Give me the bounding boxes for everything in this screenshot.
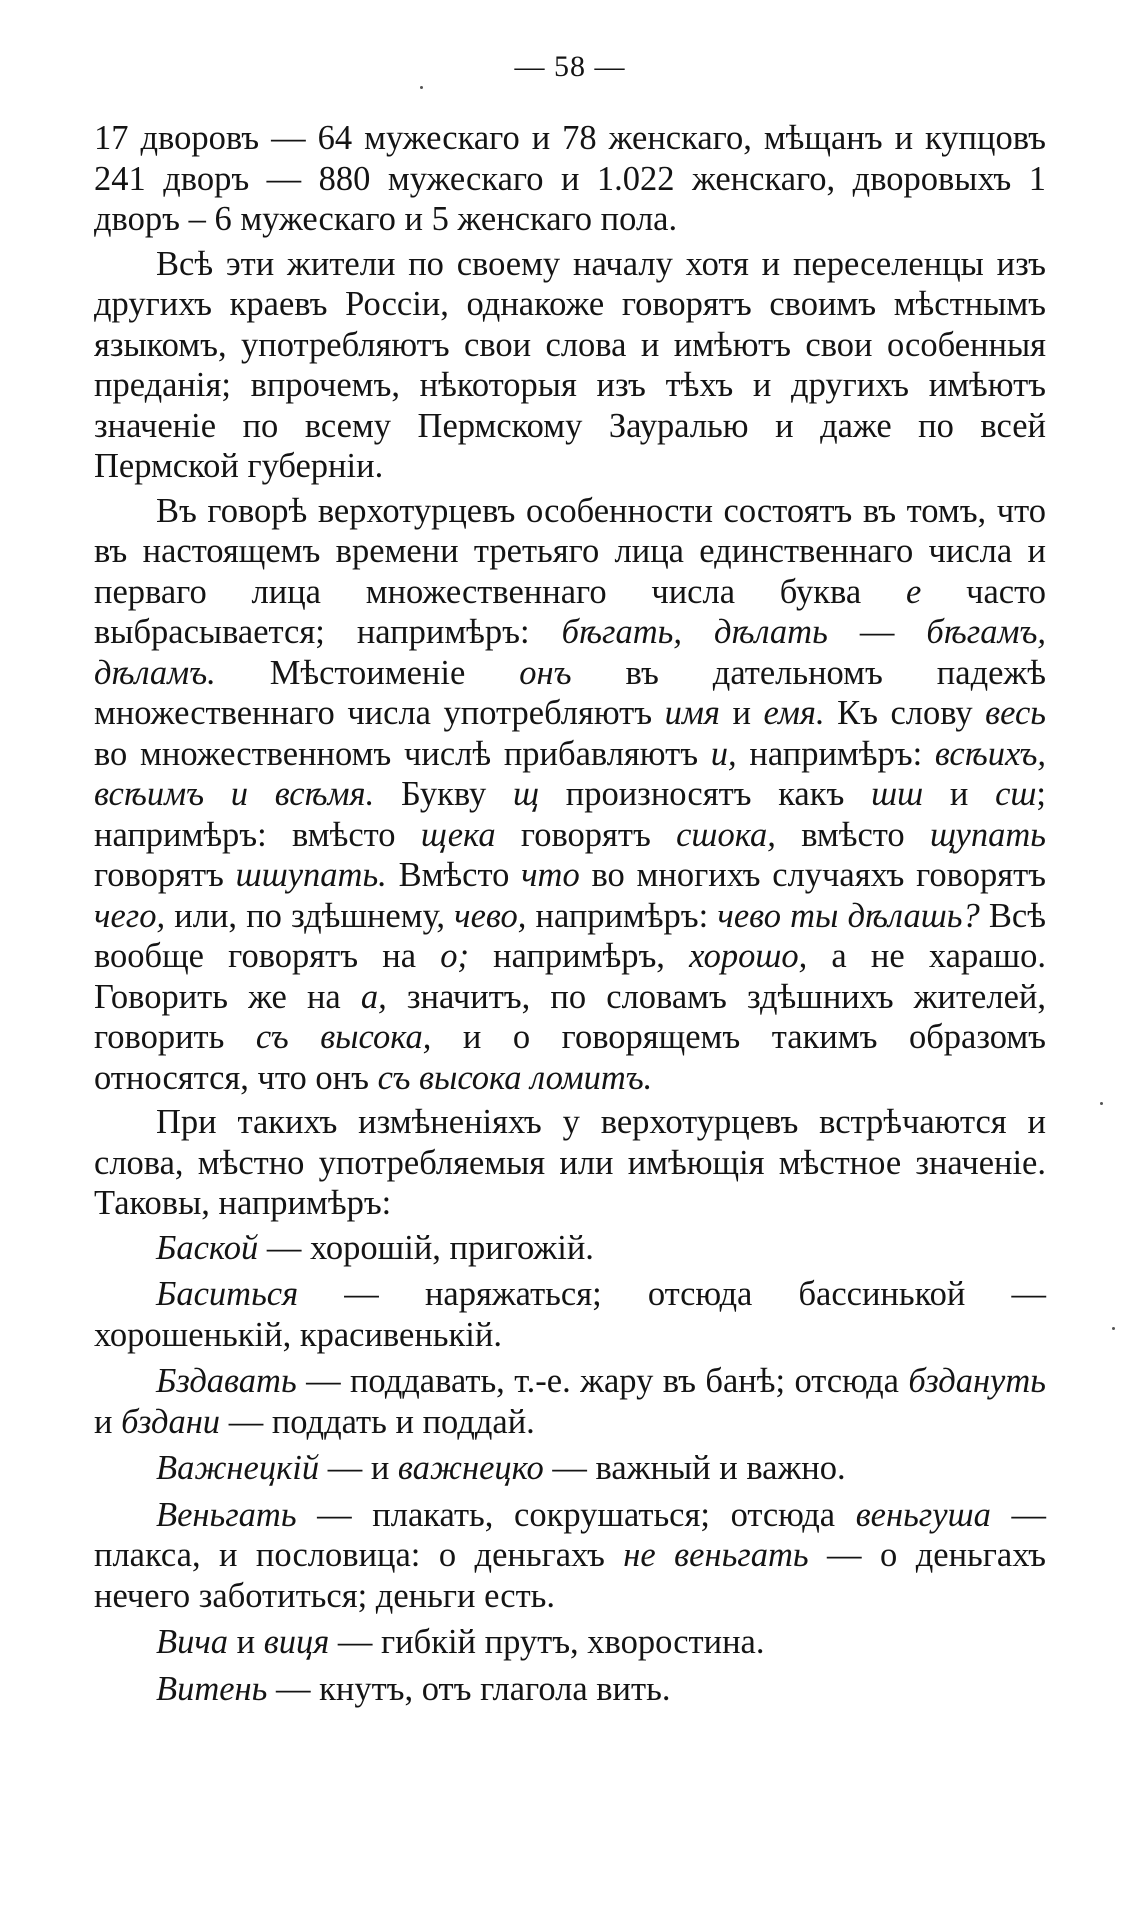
italic-term: что [521,856,580,894]
text-run: — плакать, сокрушаться; отсюда [296,1495,856,1534]
italic-term: е [906,572,922,611]
text-run: а не харашо. Говорить же на [94,937,1046,1016]
italic-term: съ высока ломитъ. [377,1058,653,1097]
paragraph [94,1102,1046,1224]
text-run: говорятъ [94,856,236,894]
dictionary-entry [94,1495,1046,1617]
text-run: При такихъ измѣненіяхъ у верхотурцевъ встрѣчаются и слова, мѣстно употребляемыя или имѣющія мѣстное значеніе. Таковы, напримѣръ: [94,1103,1046,1222]
italic-term: сш [995,775,1037,813]
text-run: — важный и важно. [543,1449,846,1487]
text-run: часто выбрасывается; напримѣръ: [94,572,1046,651]
italic-term: емя. [763,694,825,732]
page-number: — 58 — [514,50,626,83]
text-run: — поддавать, т.-е. жару въ банѣ; отсюда [296,1362,909,1400]
italic-term: чего, [94,896,166,935]
text-run: вмѣсто [775,815,930,854]
text-run: во множественномъ числѣ прибавляютъ [94,734,711,773]
italic-term: а, [360,977,387,1016]
text-run: напримѣръ, [468,937,690,975]
text-run: Въ говорѣ верхотурцевъ особенности состоятъ въ томъ, что въ настоящемъ времени третьяго лица единственнаго числа и перваго лица множественнаго числа буква [94,491,1046,611]
italic-term: весь [985,694,1046,732]
italic-term: Баской [156,1228,259,1267]
italic-term: бѣгамъ, дѣламъ. [94,613,1047,692]
text-run: Всѣ эти жители по своему началу хотя и переселенцы изъ другихъ краевъ Россіи, однакоже говорятъ своимъ мѣстнымъ языкомъ, употребляютъ свои слова и имѣютъ свои особенныя преданія; впрочемъ, нѣкоторыя изъ тѣхъ и другихъ имѣютъ значеніе по всему Пермскому Зауралью и даже по всей Пермской губерніи. [94,244,1046,485]
italic-term: Витень [156,1669,268,1708]
dictionary-entry [94,1361,1046,1442]
italic-term: съ высока, [255,1018,432,1056]
dictionary-entry [94,1228,1046,1269]
italic-term: Баситься [156,1275,299,1313]
italic-term: о; [440,937,469,975]
text-run: — наряжаться; отсюда бассинькой — хорошенькій, красивенькій. [94,1275,1046,1354]
italic-term: чево, [454,896,527,935]
dictionary-entry [94,1448,1046,1489]
scan-speck [1112,1327,1115,1330]
text-run: — кнутъ, отъ глагола вить. [267,1669,671,1708]
text-run: — хорошій, пригожій. [258,1228,594,1267]
text-run: въ дательномъ падежѣ множественнаго числа употребляютъ [94,653,1047,732]
italic-term: шш [871,775,924,813]
text-run: значитъ, по словамъ здѣшнихъ жителей, говорить [94,977,1046,1056]
text-run: — гибкій прутъ, хворостина. [329,1623,765,1661]
italic-term: и, [710,734,737,773]
text-run: — [827,613,927,651]
italic-term: бздануть [908,1362,1046,1400]
italic-term: сшока, [676,815,776,854]
italic-term: бѣгать, дѣлать [561,613,828,651]
text-run: — о деньгахъ нечего заботиться; деньги есть. [94,1536,1047,1615]
paragraph [94,244,1046,487]
italic-term: имя [664,694,720,732]
text-run: Мѣстоименіе [215,653,520,692]
text-run: Къ слову [824,694,986,732]
text-run: и [228,1623,264,1661]
scan-speck [1100,1102,1103,1105]
paragraph [94,118,1046,240]
text-run: — плакса, и пословица: о деньгахъ [94,1495,1047,1574]
italic-term: бздани [121,1402,221,1441]
dictionary-entry [94,1274,1046,1355]
text-run: во многихъ случаяхъ говорятъ [579,856,1046,894]
text-run: Всѣ вообще говорятъ на [94,896,1046,975]
text-run: Вмѣсто [386,856,522,894]
dictionary-entry [94,1669,1046,1710]
text-run: ; напримѣръ: вмѣсто [94,775,1047,854]
text-body [94,118,1046,1715]
text-run: и о говорящемъ такимъ образомъ относятся, что онъ [94,1018,1047,1097]
italic-term: Бздавать [156,1362,297,1400]
italic-term: веньгуша [855,1495,991,1534]
dictionary-entry [94,1622,1046,1663]
italic-term: Вича [156,1623,229,1661]
italic-term: онъ [519,653,572,692]
italic-term: щ [513,775,540,813]
italic-term: чево ты дѣлашь? [717,896,980,935]
text-run: или, по здѣшнему, [165,896,455,935]
italic-term: важнецко [397,1449,544,1487]
italic-term: виця [263,1623,330,1661]
text-run: произносятъ какъ [539,775,872,813]
text-run: — и [319,1449,398,1487]
italic-term: всѣихъ, всѣимъ и всѣмя. [94,734,1046,813]
text-run: напримѣръ: [526,896,718,935]
italic-term: Веньгать [156,1495,297,1534]
text-run: напримѣръ: [736,734,935,773]
text-run: и [719,694,764,732]
italic-term: щека [420,815,496,854]
text-run: — поддать и поддай. [220,1402,535,1441]
text-run: Букву [374,775,513,813]
text-run: и [94,1402,122,1441]
italic-term: шшупать. [235,856,387,894]
italic-term: хорошо, [689,937,808,975]
text-run: говорятъ [495,815,677,854]
scan-speck [420,86,423,89]
italic-term: не веньгать [623,1536,809,1574]
text-run: 17 дворовъ — 64 мужескаго и 78 женскаго, мѣщанъ и купцовъ 241 дворъ — 880 мужескаго и 1.022 женскаго, дворовыхъ 1 дворъ – 6 мужескаго и 5 женскаго пола. [94,119,1046,238]
italic-term: Важнецкій [156,1449,320,1487]
paragraph [94,491,1046,1099]
italic-term: щупать [929,815,1046,854]
text-run: и [923,775,996,813]
